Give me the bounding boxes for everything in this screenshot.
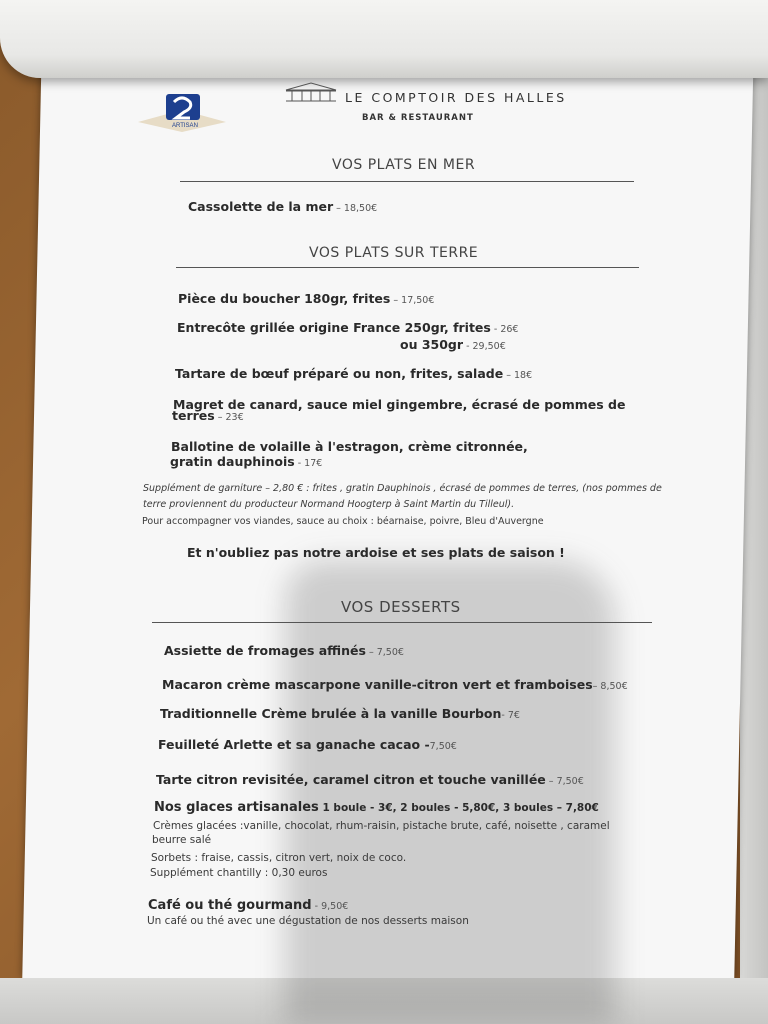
artisan-logo xyxy=(138,90,226,132)
garniture-note-continued: terre proviennent du producteur Normand Hoogterp à Saint Martin du Tilleul). xyxy=(143,499,515,510)
menu-item xyxy=(148,898,348,913)
menu-item-price: 7,50€ xyxy=(429,741,457,752)
sauce-note: Pour accompagner vos viandes, sauce au choix : béarnaise, poivre, Bleu d'Auvergne xyxy=(142,516,544,527)
menu-item xyxy=(154,800,599,815)
menu-item xyxy=(158,737,457,752)
menu-item-price: – 18,50€ xyxy=(333,203,378,214)
menu-item-name: Entrecôte grillée origine France 250gr, frites xyxy=(177,320,491,335)
section-divider xyxy=(176,267,639,268)
restaurant-name: LE COMPTOIR DES HALLES xyxy=(345,90,567,105)
menu-item-price: – 7,50€ xyxy=(365,647,404,658)
menu-item-price: – 8,50€ xyxy=(592,681,628,692)
section-title-mer: VOS PLATS EN MER xyxy=(332,157,476,173)
menu-item-name: Magret de canard, sauce miel gingembre, écrasé de pommes de xyxy=(173,397,626,412)
menu-item xyxy=(171,439,528,454)
menu-item-name: gratin dauphinois xyxy=(170,454,295,469)
ice-cream-flavours: Crèmes glacées :vanille, chocolat, rhum-raisin, pistache brute, café, noisette , caramel xyxy=(153,820,610,832)
menu-item xyxy=(188,199,377,214)
menu-item-name: Feuilleté Arlette et sa ganache cacao - xyxy=(158,737,430,752)
menu-item-price: – 23€ xyxy=(214,412,244,423)
menu-item-name: Traditionnelle Crème brulée à la vanille Bourbon xyxy=(160,706,502,721)
section-title-terre: VOS PLATS SUR TERRE xyxy=(309,245,479,261)
menu-item-price: - 26€ xyxy=(490,324,519,335)
menu-item-price: – 18€ xyxy=(503,370,533,381)
menu-item xyxy=(164,643,404,658)
menu-item-price: 1 boule - 3€, 2 boules - 5,80€, 3 boules – 7,80€ xyxy=(318,802,599,814)
menu-item-name: ou 350gr xyxy=(400,337,464,352)
section-divider xyxy=(180,181,634,182)
menu-item-name: Tarte citron revisitée, caramel citron et touche vanillée xyxy=(156,772,546,787)
menu-item-name: Pièce du boucher 180gr, frites xyxy=(178,291,391,306)
menu-item xyxy=(162,677,628,692)
menu-item xyxy=(178,291,434,306)
menu-item-name: Cassolette de la mer xyxy=(188,199,334,214)
artisan-logo-text: ARTISAN xyxy=(172,123,198,129)
menu-item xyxy=(175,366,532,381)
menu-item-price: - 7€ xyxy=(501,710,520,721)
menu-item xyxy=(156,772,584,787)
section-divider xyxy=(152,622,652,623)
menu-item-name: Macaron crème mascarpone vanille-citron vert et framboises xyxy=(162,677,593,692)
menu-item xyxy=(177,320,518,335)
menu-item-name: Ballotine de volaille à l'estragon, crème citronnée, xyxy=(171,439,528,454)
garniture-note: Supplément de garniture – 2,80 € : frites , gratin Dauphinois , écrasé de pommes de terres, (nos pommes de xyxy=(143,483,662,494)
sorbet-flavours: Sorbets : fraise, cassis, citron vert, noix de coco. xyxy=(151,852,407,864)
menu-item-price: - 9,50€ xyxy=(311,901,349,912)
cafe-description: Un café ou thé avec une dégustation de nos desserts maison xyxy=(147,915,469,927)
ardoise-note: Et n'oubliez pas notre ardoise et ses plats de saison ! xyxy=(187,545,565,560)
ice-cream-flavours-continued: beurre salé xyxy=(152,834,212,846)
section-title-desserts: VOS DESSERTS xyxy=(341,598,461,616)
menu-item-name: terres xyxy=(172,408,215,423)
menu-item xyxy=(160,706,520,721)
menu-item-continued xyxy=(170,454,322,469)
menu-item-price: - 17€ xyxy=(294,458,323,469)
menu-item-price: – 17,50€ xyxy=(390,295,435,306)
menu-item-price: - 29,50€ xyxy=(463,341,506,352)
chantilly-supplement: Supplément chantilly : 0,30 euros xyxy=(150,867,328,879)
menu-item-price: – 7,50€ xyxy=(545,776,584,787)
menu-item-name: Café ou thé gourmand xyxy=(148,898,312,913)
pavilion-icon xyxy=(284,82,338,102)
menu-item-name: Tartare de bœuf préparé ou non, frites, salade xyxy=(175,366,504,381)
menu-item-name: Assiette de fromages affinés xyxy=(164,643,366,658)
menu-item-name: Nos glaces artisanales xyxy=(154,800,319,815)
menu-item xyxy=(400,337,506,352)
menu-item-continued xyxy=(172,408,244,423)
restaurant-tagline: BAR & RESTAURANT xyxy=(362,113,474,123)
